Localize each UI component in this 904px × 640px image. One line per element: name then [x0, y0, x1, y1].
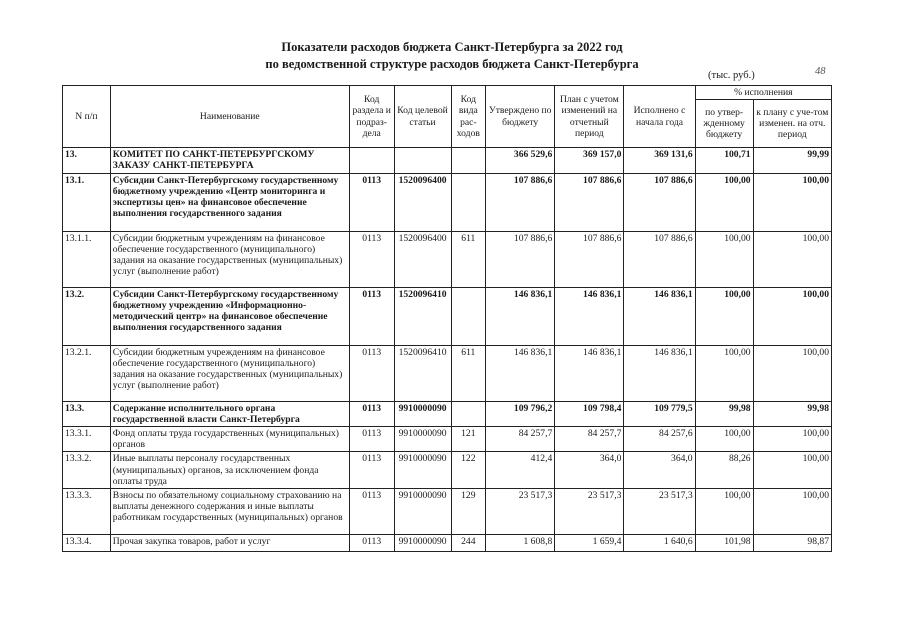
cell-tsel: 9910000090 [394, 452, 451, 489]
header-razdel: Код раздела и подраз-дела [349, 86, 394, 148]
cell-tsel: 1520096410 [394, 345, 451, 401]
cell-razdel: 0113 [349, 535, 394, 552]
cell-utv: 84 257,7 [486, 427, 555, 452]
cell-num: 13.1. [63, 173, 111, 231]
page-number: 48 [815, 66, 826, 77]
cell-num: 13.3.4. [63, 535, 111, 552]
cell-isp: 364,0 [624, 452, 695, 489]
cell-pct-utv: 101,98 [695, 535, 753, 552]
cell-utv: 1 608,8 [486, 535, 555, 552]
cell-vid: 611 [451, 231, 486, 287]
cell-plan: 84 257,7 [555, 427, 624, 452]
cell-name: Субсидии бюджетным учреждениям на финансовое обеспечение государственного (муниципального) задания на оказание государственных (муниципальных) услуг (выполнение работ) [110, 345, 349, 401]
cell-utv: 109 796,2 [486, 401, 555, 426]
cell-num: 13.3.1. [63, 427, 111, 452]
cell-razdel: 0113 [349, 427, 394, 452]
cell-utv: 107 886,6 [486, 173, 555, 231]
header-num: N п/п [63, 86, 111, 148]
cell-razdel: 0113 [349, 287, 394, 345]
cell-num: 13.2. [63, 287, 111, 345]
header-tsel: Код целевой статьи [394, 86, 451, 148]
cell-pct-plan: 98,87 [753, 535, 831, 552]
cell-num: 13.3. [63, 401, 111, 426]
cell-vid: 121 [451, 427, 486, 452]
table-row [63, 287, 832, 345]
cell-plan: 109 798,4 [555, 401, 624, 426]
cell-tsel: 1520096410 [394, 287, 451, 345]
cell-plan: 23 517,3 [555, 489, 624, 535]
cell-vid: 244 [451, 535, 486, 552]
cell-utv: 107 886,6 [486, 231, 555, 287]
cell-utv: 366 529,6 [486, 148, 555, 173]
table-row [63, 148, 832, 173]
cell-pct-utv: 100,00 [695, 173, 753, 231]
cell-isp: 109 779,5 [624, 401, 695, 426]
cell-tsel: 9910000090 [394, 401, 451, 426]
cell-num: 13.2.1. [63, 345, 111, 401]
header-name: Наименование [110, 86, 349, 148]
header-utv: Утверждено по бюджету [486, 86, 555, 148]
cell-num: 13.3.2. [63, 452, 111, 489]
cell-isp: 369 131,6 [624, 148, 695, 173]
cell-name: Взносы по обязательному социальному страхованию на выплаты денежного содержания и иные выплаты работникам государственных (муниципальных) органов [110, 489, 349, 535]
cell-tsel: 9910000090 [394, 427, 451, 452]
cell-plan: 107 886,6 [555, 231, 624, 287]
cell-vid [451, 173, 486, 231]
cell-utv: 146 836,1 [486, 287, 555, 345]
header-plan: План с учетом изменений на отчетный период [555, 86, 624, 148]
cell-pct-plan: 100,00 [753, 427, 831, 452]
cell-num: 13. [63, 148, 111, 173]
cell-plan: 369 157,0 [555, 148, 624, 173]
header-pct-plan: к плану с уче-том изменен. на отч. период [753, 100, 831, 148]
cell-pct-utv: 100,00 [695, 345, 753, 401]
cell-vid [451, 287, 486, 345]
table-row [63, 345, 832, 401]
cell-razdel: 0113 [349, 452, 394, 489]
cell-pct-plan: 100,00 [753, 489, 831, 535]
cell-tsel: 9910000090 [394, 489, 451, 535]
cell-num: 13.3.3. [63, 489, 111, 535]
cell-pct-utv: 100,00 [695, 231, 753, 287]
header-pct-utv: по утвер-жденному бюджету [695, 100, 753, 148]
table-row [63, 173, 832, 231]
cell-name: Содержание исполнительного органа государственной власти Санкт-Петербурга [110, 401, 349, 426]
cell-utv: 412,4 [486, 452, 555, 489]
cell-razdel: 0113 [349, 173, 394, 231]
cell-isp: 146 836,1 [624, 345, 695, 401]
cell-pct-plan: 100,00 [753, 452, 831, 489]
cell-razdel: 0113 [349, 401, 394, 426]
cell-tsel: 1520096400 [394, 173, 451, 231]
cell-pct-plan: 99,98 [753, 401, 831, 426]
expenditure-table [62, 85, 832, 552]
cell-name: КОМИТЕТ ПО САНКТ-ПЕТЕРБУРГСКОМУ ЗАКАЗУ САНКТ-ПЕТЕРБУРГА [110, 148, 349, 173]
cell-utv: 23 517,3 [486, 489, 555, 535]
cell-plan: 146 836,1 [555, 287, 624, 345]
cell-vid [451, 401, 486, 426]
cell-name: Фонд оплаты труда государственных (муниципальных) органов [110, 427, 349, 452]
cell-pct-plan: 100,00 [753, 345, 831, 401]
cell-tsel: 9910000090 [394, 535, 451, 552]
cell-razdel: 0113 [349, 231, 394, 287]
cell-pct-plan: 100,00 [753, 287, 831, 345]
cell-plan: 146 836,1 [555, 345, 624, 401]
header-vid: Код вида рас-ходов [451, 86, 486, 148]
cell-vid: 611 [451, 345, 486, 401]
cell-isp: 107 886,6 [624, 231, 695, 287]
cell-num: 13.1.1. [63, 231, 111, 287]
cell-razdel: 0113 [349, 345, 394, 401]
cell-pct-plan: 99,99 [753, 148, 831, 173]
table-row [63, 452, 832, 489]
cell-razdel [349, 148, 394, 173]
cell-pct-utv: 100,71 [695, 148, 753, 173]
cell-pct-plan: 100,00 [753, 173, 831, 231]
cell-isp: 107 886,6 [624, 173, 695, 231]
cell-plan: 107 886,6 [555, 173, 624, 231]
table-row [63, 401, 832, 426]
cell-razdel: 0113 [349, 489, 394, 535]
cell-vid [451, 148, 486, 173]
cell-name: Субсидии бюджетным учреждениям на финансовое обеспечение государственного (муниципального) задания на оказание государственных (муниципальных) услуг (выполнение работ) [110, 231, 349, 287]
cell-isp: 1 640,6 [624, 535, 695, 552]
cell-vid: 122 [451, 452, 486, 489]
cell-pct-utv: 88,26 [695, 452, 753, 489]
table-row [63, 231, 832, 287]
cell-name: Субсидии Санкт-Петербургскому государственному бюджетному учреждению «Информационно-методический центр» на финансовое обеспечение выполнения государственного задания [110, 287, 349, 345]
cell-pct-utv: 99,98 [695, 401, 753, 426]
table-row [63, 535, 832, 552]
report-title-line1: Показатели расходов бюджета Санкт-Петербурга за 2022 год [281, 40, 623, 54]
cell-isp: 23 517,3 [624, 489, 695, 535]
cell-isp: 84 257,6 [624, 427, 695, 452]
cell-vid: 129 [451, 489, 486, 535]
cell-name: Иные выплаты персоналу государственных (муниципальных) органов, за исключением фонда оплаты труда [110, 452, 349, 489]
table-row [63, 489, 832, 535]
cell-plan: 1 659,4 [555, 535, 624, 552]
cell-tsel [394, 148, 451, 173]
cell-pct-utv: 100,00 [695, 489, 753, 535]
table-row [63, 427, 832, 452]
table-body [63, 148, 832, 552]
cell-name: Субсидии Санкт-Петербургскому государственному бюджетному учреждению «Центр мониторинга и экспертизы цен» на финансовое обеспечение выполнения государственного задания [110, 173, 349, 231]
cell-pct-utv: 100,00 [695, 427, 753, 452]
cell-plan: 364,0 [555, 452, 624, 489]
cell-isp: 146 836,1 [624, 287, 695, 345]
cell-pct-utv: 100,00 [695, 287, 753, 345]
cell-utv: 146 836,1 [486, 345, 555, 401]
header-pct-group: % исполнения [695, 86, 831, 100]
cell-tsel: 1520096400 [394, 231, 451, 287]
cell-name: Прочая закупка товаров, работ и услуг [110, 535, 349, 552]
header-isp: Исполнено с начала года [624, 86, 695, 148]
units-label: (тыс. руб.) [708, 70, 755, 81]
report-title-line2: по ведомственной структуре расходов бюджета Санкт-Петербурга [265, 57, 639, 71]
cell-pct-plan: 100,00 [753, 231, 831, 287]
